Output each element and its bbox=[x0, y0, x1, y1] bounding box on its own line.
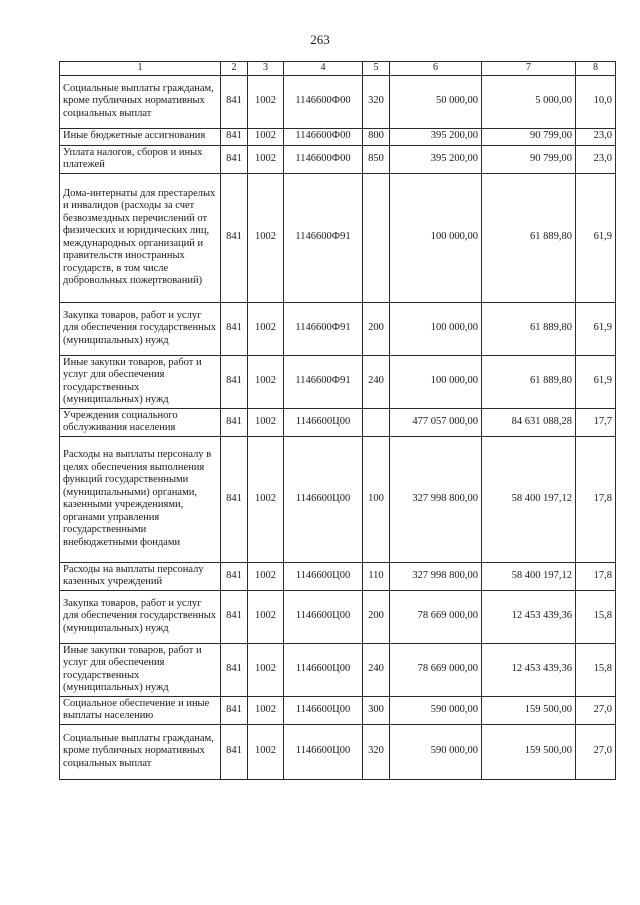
section-code-cell: 1002 bbox=[248, 724, 284, 779]
grbs-code-cell: 841 bbox=[221, 128, 248, 145]
row-name-cell: Учреждения социального обслуживания населения bbox=[60, 408, 221, 436]
actual-amount-cell: 159 500,00 bbox=[482, 696, 576, 724]
actual-amount-cell: 12 453 439,36 bbox=[482, 643, 576, 696]
grbs-code-cell: 841 bbox=[221, 562, 248, 590]
expense-type-cell: 200 bbox=[363, 302, 390, 355]
grbs-code-cell: 841 bbox=[221, 643, 248, 696]
actual-amount-cell: 90 799,00 bbox=[482, 145, 576, 173]
plan-amount-cell: 100 000,00 bbox=[390, 355, 482, 408]
actual-amount-cell: 58 400 197,12 bbox=[482, 562, 576, 590]
budget-table bbox=[59, 61, 616, 780]
row-name-cell: Иные закупки товаров, работ и услуг для обеспечения государственных (муниципальных) нужд bbox=[60, 643, 221, 696]
column-header: 3 bbox=[248, 62, 284, 76]
column-header: 4 bbox=[284, 62, 363, 76]
section-code-cell: 1002 bbox=[248, 436, 284, 562]
row-name-cell: Расходы на выплаты персоналу казенных учреждений bbox=[60, 562, 221, 590]
plan-amount-cell: 78 669 000,00 bbox=[390, 590, 482, 643]
section-code-cell: 1002 bbox=[248, 75, 284, 128]
expense-type-cell: 320 bbox=[363, 75, 390, 128]
expense-type-cell: 240 bbox=[363, 643, 390, 696]
actual-amount-cell: 61 889,80 bbox=[482, 355, 576, 408]
column-header: 5 bbox=[363, 62, 390, 76]
execution-percent-cell: 61,9 bbox=[576, 302, 616, 355]
grbs-code-cell: 841 bbox=[221, 173, 248, 302]
grbs-code-cell: 841 bbox=[221, 355, 248, 408]
table-row bbox=[60, 355, 616, 408]
execution-percent-cell: 10,0 bbox=[576, 75, 616, 128]
table-row bbox=[60, 145, 616, 173]
section-code-cell: 1002 bbox=[248, 590, 284, 643]
plan-amount-cell: 395 200,00 bbox=[390, 128, 482, 145]
actual-amount-cell: 61 889,80 bbox=[482, 302, 576, 355]
section-code-cell: 1002 bbox=[248, 145, 284, 173]
section-code-cell: 1002 bbox=[248, 355, 284, 408]
expense-type-cell: 100 bbox=[363, 436, 390, 562]
grbs-code-cell: 841 bbox=[221, 408, 248, 436]
column-header: 1 bbox=[60, 62, 221, 76]
plan-amount-cell: 590 000,00 bbox=[390, 696, 482, 724]
actual-amount-cell: 90 799,00 bbox=[482, 128, 576, 145]
section-code-cell: 1002 bbox=[248, 562, 284, 590]
actual-amount-cell: 58 400 197,12 bbox=[482, 436, 576, 562]
table-row bbox=[60, 128, 616, 145]
table-row bbox=[60, 436, 616, 562]
column-header: 2 bbox=[221, 62, 248, 76]
execution-percent-cell: 15,8 bbox=[576, 590, 616, 643]
target-article-cell: 1146600Ц00 bbox=[284, 643, 363, 696]
grbs-code-cell: 841 bbox=[221, 145, 248, 173]
table-row bbox=[60, 408, 616, 436]
execution-percent-cell: 15,8 bbox=[576, 643, 616, 696]
target-article-cell: 1146600Ф91 bbox=[284, 173, 363, 302]
table-row bbox=[60, 643, 616, 696]
table-row bbox=[60, 562, 616, 590]
plan-amount-cell: 78 669 000,00 bbox=[390, 643, 482, 696]
actual-amount-cell: 84 631 088,28 bbox=[482, 408, 576, 436]
plan-amount-cell: 590 000,00 bbox=[390, 724, 482, 779]
row-name-cell: Иные бюджетные ассигнования bbox=[60, 128, 221, 145]
execution-percent-cell: 17,7 bbox=[576, 408, 616, 436]
section-code-cell: 1002 bbox=[248, 643, 284, 696]
section-code-cell: 1002 bbox=[248, 173, 284, 302]
row-name-cell: Иные закупки товаров, работ и услуг для обеспечения государственных (муниципальных) нужд bbox=[60, 355, 221, 408]
actual-amount-cell: 5 000,00 bbox=[482, 75, 576, 128]
execution-percent-cell: 61,9 bbox=[576, 173, 616, 302]
plan-amount-cell: 327 998 800,00 bbox=[390, 562, 482, 590]
target-article-cell: 1146600Ф00 bbox=[284, 145, 363, 173]
execution-percent-cell: 23,0 bbox=[576, 128, 616, 145]
column-number-row bbox=[60, 62, 616, 76]
expense-type-cell: 240 bbox=[363, 355, 390, 408]
plan-amount-cell: 100 000,00 bbox=[390, 302, 482, 355]
execution-percent-cell: 17,8 bbox=[576, 436, 616, 562]
section-code-cell: 1002 bbox=[248, 408, 284, 436]
plan-amount-cell: 50 000,00 bbox=[390, 75, 482, 128]
execution-percent-cell: 61,9 bbox=[576, 355, 616, 408]
plan-amount-cell: 395 200,00 bbox=[390, 145, 482, 173]
section-code-cell: 1002 bbox=[248, 696, 284, 724]
table-row bbox=[60, 75, 616, 128]
grbs-code-cell: 841 bbox=[221, 436, 248, 562]
page-number: 263 bbox=[310, 32, 330, 47]
grbs-code-cell: 841 bbox=[221, 590, 248, 643]
plan-amount-cell: 477 057 000,00 bbox=[390, 408, 482, 436]
expense-type-cell bbox=[363, 408, 390, 436]
expense-type-cell: 300 bbox=[363, 696, 390, 724]
actual-amount-cell: 159 500,00 bbox=[482, 724, 576, 779]
target-article-cell: 1146600Ц00 bbox=[284, 696, 363, 724]
target-article-cell: 1146600Ф00 bbox=[284, 128, 363, 145]
execution-percent-cell: 17,8 bbox=[576, 562, 616, 590]
expense-type-cell: 110 bbox=[363, 562, 390, 590]
actual-amount-cell: 12 453 439,36 bbox=[482, 590, 576, 643]
column-header: 7 bbox=[482, 62, 576, 76]
row-name-cell: Социальные выплаты гражданам, кроме публичных нормативных социальных выплат bbox=[60, 724, 221, 779]
expense-type-cell: 800 bbox=[363, 128, 390, 145]
target-article-cell: 1146600Ф91 bbox=[284, 302, 363, 355]
expense-type-cell: 200 bbox=[363, 590, 390, 643]
row-name-cell: Закупка товаров, работ и услуг для обеспечения государственных (муниципальных) нужд bbox=[60, 302, 221, 355]
target-article-cell: 1146600Ф00 bbox=[284, 75, 363, 128]
row-name-cell: Социальные выплаты гражданам, кроме публичных нормативных социальных выплат bbox=[60, 75, 221, 128]
table-row bbox=[60, 724, 616, 779]
plan-amount-cell: 100 000,00 bbox=[390, 173, 482, 302]
row-name-cell: Расходы на выплаты персоналу в целях обеспечения выполнения функций государственными (муниципальными) органами, казенными учреждениями, органами управления государственными внебюджетными фондами bbox=[60, 436, 221, 562]
target-article-cell: 1146600Ц00 bbox=[284, 590, 363, 643]
column-header: 8 bbox=[576, 62, 616, 76]
grbs-code-cell: 841 bbox=[221, 696, 248, 724]
column-header: 6 bbox=[390, 62, 482, 76]
expense-type-cell bbox=[363, 173, 390, 302]
grbs-code-cell: 841 bbox=[221, 75, 248, 128]
target-article-cell: 1146600Ц00 bbox=[284, 436, 363, 562]
plan-amount-cell: 327 998 800,00 bbox=[390, 436, 482, 562]
row-name-cell: Уплата налогов, сборов и иных платежей bbox=[60, 145, 221, 173]
target-article-cell: 1146600Ц00 bbox=[284, 408, 363, 436]
table-row bbox=[60, 173, 616, 302]
target-article-cell: 1146600Ц00 bbox=[284, 724, 363, 779]
section-code-cell: 1002 bbox=[248, 302, 284, 355]
table-row bbox=[60, 696, 616, 724]
table-row bbox=[60, 302, 616, 355]
execution-percent-cell: 27,0 bbox=[576, 724, 616, 779]
target-article-cell: 1146600Ф91 bbox=[284, 355, 363, 408]
execution-percent-cell: 23,0 bbox=[576, 145, 616, 173]
actual-amount-cell: 61 889,80 bbox=[482, 173, 576, 302]
expense-type-cell: 320 bbox=[363, 724, 390, 779]
row-name-cell: Дома-интернаты для престарелых и инвалидов (расходы за счет безвозмездных перечислений от физических и юридических лиц, международных организаций и правительств иностранных государств, в том числе добровольных пожертвований) bbox=[60, 173, 221, 302]
row-name-cell: Закупка товаров, работ и услуг для обеспечения государственных (муниципальных) нужд bbox=[60, 590, 221, 643]
section-code-cell: 1002 bbox=[248, 128, 284, 145]
table-row bbox=[60, 590, 616, 643]
grbs-code-cell: 841 bbox=[221, 302, 248, 355]
grbs-code-cell: 841 bbox=[221, 724, 248, 779]
row-name-cell: Социальное обеспечение и иные выплаты населению bbox=[60, 696, 221, 724]
expense-type-cell: 850 bbox=[363, 145, 390, 173]
execution-percent-cell: 27,0 bbox=[576, 696, 616, 724]
target-article-cell: 1146600Ц00 bbox=[284, 562, 363, 590]
